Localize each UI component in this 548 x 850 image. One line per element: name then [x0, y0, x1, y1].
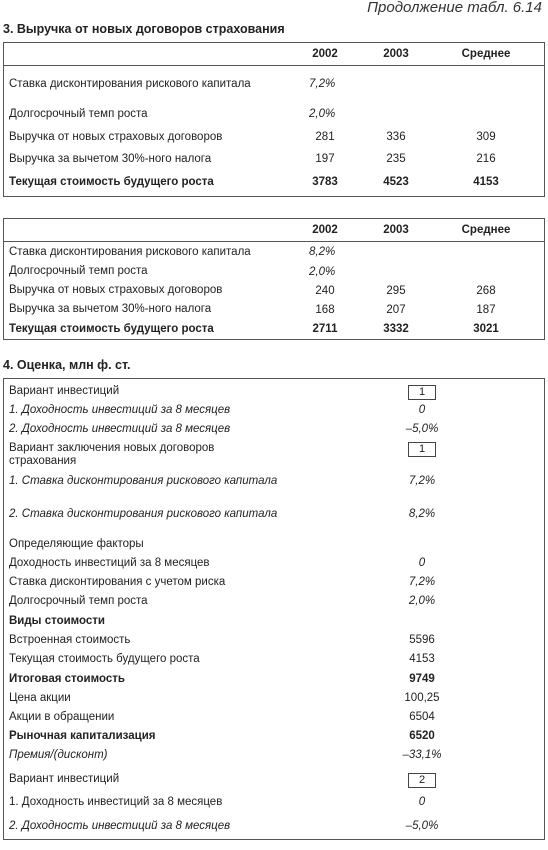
table-row: [4, 262, 544, 281]
row-label: Долгосрочный темп роста: [9, 107, 148, 120]
cell-value: 4153: [473, 176, 499, 188]
column-header: 2002: [312, 48, 338, 60]
table-row: [4, 126, 544, 148]
row-label: Премия/(дисконт): [9, 749, 108, 761]
cell-value: [379, 773, 465, 788]
row-label: Долгосрочный темп роста: [9, 595, 148, 607]
option-input-box[interactable]: 1: [408, 385, 436, 400]
cell-value: 4523: [383, 176, 409, 188]
table-row: [9, 475, 529, 505]
table-row: [4, 170, 544, 194]
row-label: 2. Доходность инвестиций за 8 месяцев: [9, 423, 231, 435]
cell-value: 8,2%: [309, 246, 336, 258]
row-label: Выручка от новых страховых договоров: [9, 130, 223, 143]
row-label: Определяющие факторы: [9, 538, 144, 550]
table-row: [4, 300, 544, 319]
row-label: Цена акции: [9, 692, 71, 704]
cell-value: 168: [315, 303, 335, 316]
cell-value: 268: [476, 284, 496, 297]
table-row: [4, 319, 544, 339]
option-input-box[interactable]: 2: [408, 773, 436, 788]
row-label: Встроенная стоимость: [9, 634, 131, 646]
table-row: [4, 66, 544, 102]
cell-value: 7,2%: [408, 576, 436, 588]
cell-value: [379, 385, 465, 400]
cell-value: 216: [476, 153, 496, 165]
cell-value: 336: [386, 131, 406, 143]
cell-value: 3021: [473, 323, 499, 335]
cell-value: 4153: [409, 653, 435, 665]
table-row: [4, 102, 544, 126]
revenue-table-2: [3, 218, 545, 340]
row-label: Выручка за вычетом 30%-ного налога: [9, 303, 212, 315]
cell-value: 8,2%: [408, 508, 436, 520]
row-label: Вариант инвестиций: [9, 385, 120, 397]
table-row: [4, 242, 544, 262]
table-row: [4, 148, 544, 170]
table-row: [4, 281, 544, 300]
cell-value: –5,0%: [405, 423, 439, 435]
row-label: Итоговая стоимость: [9, 673, 125, 685]
row-label: Ставка дисконтирования рискового капитала: [9, 77, 251, 90]
row-label: Текущая стоимость будущего роста: [9, 653, 200, 665]
cell-value: 6520: [409, 730, 435, 742]
cell-value: 7,2%: [309, 78, 336, 90]
option-input-box[interactable]: 1: [408, 442, 436, 457]
cell-value: 2,0%: [408, 595, 436, 607]
cell-value: –33,1%: [402, 749, 442, 761]
cell-value: 7,2%: [408, 475, 436, 487]
cell-value: 0: [418, 557, 426, 569]
cell-value: 3332: [383, 323, 409, 335]
row-label: Долгосрочный темп роста: [9, 265, 148, 277]
valuation-table: [3, 378, 545, 840]
cell-value: 2,0%: [309, 265, 336, 278]
cell-value: 6504: [409, 711, 435, 723]
revenue-table-1: [3, 42, 545, 197]
row-label: Ставка дисконтирования рискового капитала: [9, 245, 251, 258]
cell-value: 235: [386, 153, 406, 165]
table-row: [9, 508, 529, 538]
cell-value: 2711: [312, 323, 338, 335]
cell-value: 100,25: [404, 692, 440, 704]
cell-value: 2,0%: [309, 108, 336, 120]
row-label: Рыночная капитализация: [9, 730, 156, 742]
column-header: 2003: [383, 48, 409, 60]
row-label: Вариант инвестиций: [9, 773, 120, 785]
column-header: Среднее: [461, 48, 511, 60]
row-label: 2. Доходность инвестиций за 8 месяцев: [9, 820, 231, 832]
cell-value: 9749: [409, 673, 435, 685]
row-label: Акции в обращении: [9, 711, 115, 723]
row-label: Ставка дисконтирования с учетом риска: [9, 576, 226, 588]
row-label: Текущая стоимость будущего роста: [9, 322, 214, 335]
cell-value: 0: [418, 796, 426, 808]
section-3-title: 3. Выручка от новых договоров страхования: [3, 22, 285, 36]
cell-value: –5,0%: [405, 820, 439, 832]
cell-value: 5596: [409, 634, 435, 646]
continuation-label: Продолжение табл. 6.14: [367, 0, 542, 16]
row-label: 1. Доходность инвестиций за 8 месяцев: [9, 796, 223, 808]
row-label: Доходность инвестиций за 8 месяцев: [9, 557, 210, 569]
row-label: 1. Доходность инвестиций за 8 месяцев: [9, 404, 231, 416]
cell-value: 295: [386, 284, 406, 297]
row-label: 1. Ставка дисконтирования рискового капитала: [9, 475, 278, 487]
column-header: 2002: [312, 224, 338, 236]
cell-value: 207: [386, 303, 406, 316]
row-label: Выручка от новых страховых договоров: [9, 284, 223, 296]
row-label: Текущая стоимость будущего роста: [9, 175, 214, 188]
table-row: [9, 442, 529, 472]
row-label: Виды стоимости: [9, 615, 105, 627]
cell-value: 187: [476, 303, 496, 316]
table-row: [9, 820, 529, 850]
cell-value: 197: [315, 153, 335, 165]
column-header: 2003: [383, 224, 409, 236]
cell-value: 309: [476, 131, 496, 143]
column-header: Среднее: [461, 224, 511, 236]
cell-value: 240: [315, 284, 335, 297]
cell-value: 3783: [312, 176, 338, 188]
cell-value: [379, 442, 465, 457]
row-label: Вариант заключения новых договоров страхования: [9, 442, 215, 467]
section-4-title: 4. Оценка, млн ф. ст.: [3, 358, 131, 372]
cell-value: 281: [315, 131, 335, 143]
table-header: [4, 43, 544, 66]
cell-value: 0: [418, 404, 426, 416]
table-header: [4, 219, 544, 242]
row-label: 2. Ставка дисконтирования рискового капитала: [9, 508, 278, 520]
row-label: Выручка за вычетом 30%-ного налога: [9, 152, 212, 165]
